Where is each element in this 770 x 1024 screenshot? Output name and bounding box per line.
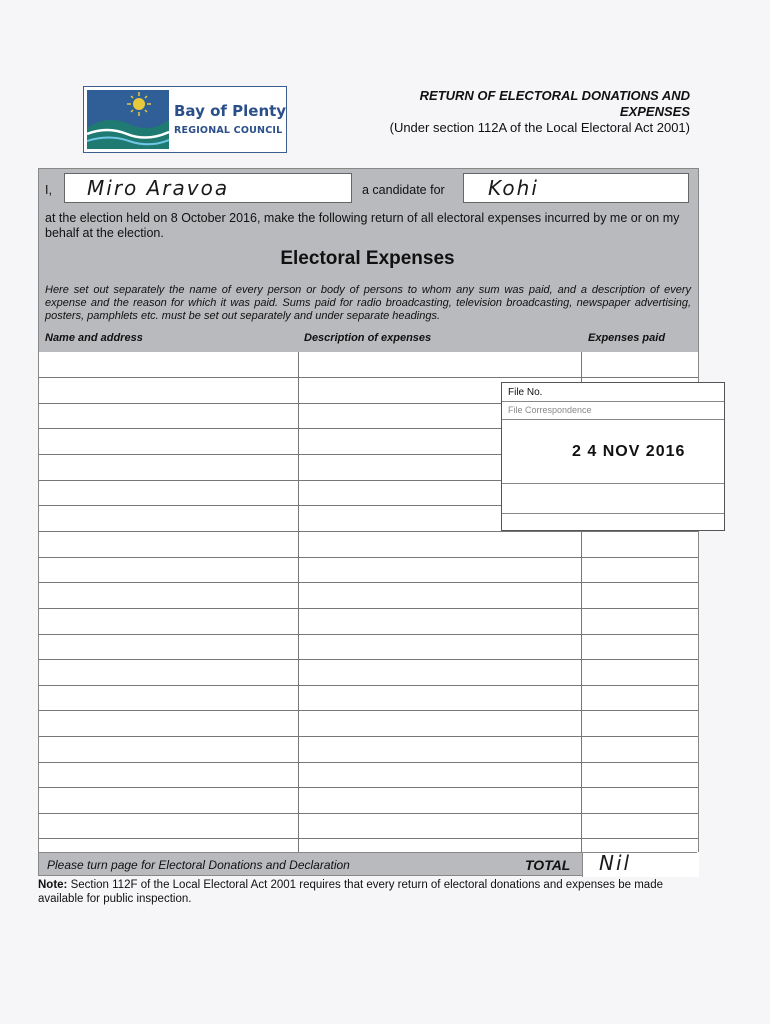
table-row[interactable] — [39, 736, 698, 737]
section-heading: Electoral Expenses — [280, 248, 455, 269]
intro-text: at the election held on 8 October 2016, make the following return of all electoral expenses incurred by me or on my behalf at the election. — [45, 211, 680, 240]
table-row[interactable] — [39, 710, 698, 711]
turn-page-text: Please turn page for Electoral Donations and Declaration — [47, 858, 350, 872]
column-divider — [298, 352, 299, 852]
column-header-name: Name and address — [45, 332, 143, 344]
form-title — [270, 88, 690, 136]
table-row[interactable] — [39, 582, 698, 583]
stamp-date: 2 4 NOV 2016 — [572, 443, 686, 460]
note-text: Section 112F of the Local Electoral Act 2001 requires that every return of electoral donations and expenses be made available for public inspection. — [38, 879, 663, 905]
title-line-3: (Under section 112A of the Local Electoral Act 2001) — [389, 120, 690, 135]
table-row[interactable] — [39, 608, 698, 609]
table-row[interactable] — [39, 531, 698, 532]
candidate-for-label: a candidate for — [362, 183, 445, 197]
wave-sun-icon — [87, 90, 169, 149]
table-row[interactable] — [39, 557, 698, 558]
table-row[interactable] — [39, 377, 698, 378]
table-row[interactable] — [39, 634, 698, 635]
table-row[interactable] — [39, 685, 698, 686]
table-row[interactable] — [39, 787, 698, 788]
title-line-2: EXPENSES — [619, 104, 690, 119]
table-row[interactable] — [39, 838, 698, 839]
stamp-divider — [502, 483, 724, 484]
stamp-divider — [502, 419, 724, 420]
table-row[interactable] — [39, 659, 698, 660]
candidate-for-value: Kohi — [488, 176, 539, 200]
logo-name: Bay of Plenty — [174, 102, 287, 120]
received-stamp — [501, 382, 725, 531]
candidate-name-field[interactable] — [64, 173, 352, 203]
total-label: TOTAL — [525, 857, 571, 873]
footer-bar — [38, 852, 697, 876]
council-logo — [83, 86, 287, 153]
stamp-file-no: File No. — [508, 387, 543, 398]
candidate-for-field[interactable] — [463, 173, 689, 203]
total-field[interactable] — [582, 853, 699, 877]
candidate-name-value: Miro Aravoa — [87, 176, 230, 200]
prefix-label: I, — [45, 183, 52, 197]
table-row[interactable] — [39, 813, 698, 814]
stamp-divider — [502, 513, 724, 514]
note-label: Note: — [38, 879, 68, 891]
footnote — [38, 878, 698, 906]
stamp-correspondence: File Correspondence — [508, 405, 592, 415]
title-line-1: RETURN OF ELECTORAL DONATIONS AND — [419, 88, 690, 103]
instructions-text: Here set out separately the name of every person or body of persons to whom any sum was paid, and a description of every expense and the reason for which it was paid. Sums paid for radio broadcasting, television broadcasting, newspaper advertising, posters, pamphlets etc. must be set out separately and under separate headings. — [45, 284, 691, 322]
total-value: Nil — [599, 851, 632, 875]
column-header-description: Description of expenses — [304, 332, 432, 344]
table-row[interactable] — [39, 762, 698, 763]
logo-subtitle: REGIONAL COUNCIL — [174, 125, 283, 136]
column-header-paid: Expenses paid — [588, 332, 666, 344]
stamp-divider — [502, 401, 724, 402]
